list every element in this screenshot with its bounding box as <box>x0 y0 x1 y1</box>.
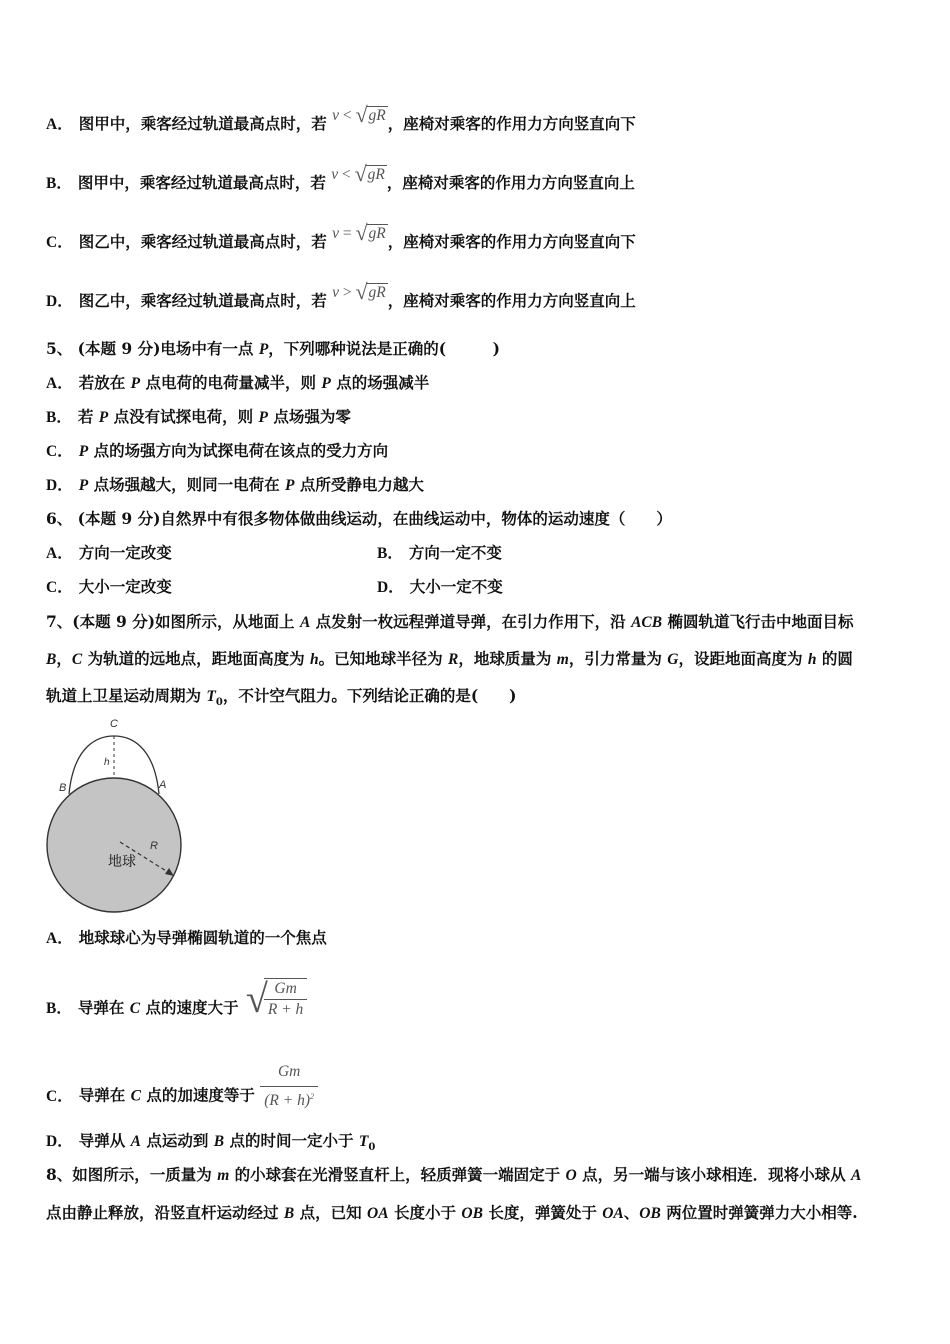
q7-stem-line-3: 轨道上卫星运动周期为 $T_0$，不计空气阻力。下列结论正确的是( ) <box>46 686 517 709</box>
q5-stem: 5、 (本题 9 分)电场中有一点 P，下列哪种说法是正确的( ) <box>46 339 500 358</box>
q7-option-c: C． 导弹在 C 点的加速度等于 $\frac{Gm}{(R + h)^2}$ <box>46 1072 318 1121</box>
formula-v-lt-sqrt-gR: v < √ gR <box>331 161 385 186</box>
q6-stem: 6、 (本题 9 分)自然界中有很多物体做曲线运动，在曲线运动中，物体的运动速度（ ） <box>46 509 672 528</box>
formula-v-eq-sqrt-gR: v = √ gR <box>332 220 386 245</box>
q7-option-a: A． 地球球心为导弹椭圆轨道的一个焦点 <box>46 928 327 947</box>
formula-v-gt-sqrt-gR: v > √ gR <box>332 279 386 304</box>
earth-orbit-diagram <box>44 714 189 919</box>
q7-stem-line-2: B，C 为轨道的远地点，距地面高度为 h。已知地球半径为 R，地球质量为 m，引力常量为 G，设距地面高度为 h 的圆 <box>46 649 853 668</box>
q5-option-b: B． 若 P 点没有试探电荷，则 P 点场强为零 <box>46 407 351 426</box>
q5-option-c: C． P 点的场强方向为试探电荷在该点的受力方向 <box>46 441 389 460</box>
q6-option-b: B． 方向一定不变 <box>377 543 502 562</box>
label-h: h <box>104 757 110 768</box>
q4-option-d: D． 图乙中，乘客经过轨道最高点时，若 v > √ gR ，座椅对乘客的作用力方向竖直向上 <box>46 279 636 310</box>
q4-option-c: C． 图乙中，乘客经过轨道最高点时，若 v = √ gR ，座椅对乘客的作用力方向竖直向下 <box>46 220 636 251</box>
q7-option-b: B． 导弹在 C 点的速度大于 √ $\frac{Gm}{R + h}$ <box>46 988 307 1030</box>
q5-option-d: D． P 点场强越大，则同一电荷在 P 点所受静电力越大 <box>46 475 424 494</box>
label-c: C <box>110 718 118 730</box>
earth-circle <box>47 778 181 912</box>
q4-option-b: B． 图甲中，乘客经过轨道最高点时，若 v < √ gR ，座椅对乘客的作用力方向竖直向上 <box>46 161 635 192</box>
q7-option-d: D． 导弹从 A 点运动到 B 点的时间一定小于 $T_0$ <box>46 1131 376 1154</box>
q6-option-d: D． 大小一定不变 <box>377 577 503 596</box>
label-r: R <box>150 840 158 852</box>
q7-stem-line-1: 7、(本题 9 分)如图所示，从地面上 A 点发射一枚远程弹道导弹，在引力作用下，沿 ACB 椭圆轨道飞行击中地面目标 <box>46 612 854 631</box>
q6-option-a: A． 方向一定改变 <box>46 543 172 562</box>
q5-option-a: A． 若放在 P 点电荷的电荷量减半，则 P 点的场强减半 <box>46 373 430 392</box>
q6-option-c: C． 大小一定改变 <box>46 577 172 596</box>
q4-option-a: A． 图甲中，乘客经过轨道最高点时，若 v < √ gR ，座椅对乘客的作用力方向竖直向下 <box>46 102 636 133</box>
label-a: A <box>159 779 167 791</box>
formula-v-lt-sqrt-gR: v < √ gR <box>332 102 386 127</box>
label-earth: 地球 <box>108 854 136 870</box>
label-b: B <box>59 782 67 794</box>
formula-sqrt-gm-over-r-plus-h: √ $\frac{Gm}{R + h}$ <box>246 978 307 1020</box>
q8-stem-line-2: 点由静止释放，沿竖直杆运动经过 B 点，已知 OA 长度小于 OB 长度，弹簧处于 OA、OB 两位置时弹簧弹力大小相等. <box>46 1203 858 1222</box>
q8-stem-line-1: 8、如图所示，一质量为 m 的小球套在光滑竖直杆上，轻质弹簧一端固定于 O 点，另一端与该小球相连．现将小球从 A <box>46 1165 862 1184</box>
formula-gm-over-r-plus-h-squared: $\frac{Gm}{(R + h)^2}$ <box>260 1062 318 1111</box>
